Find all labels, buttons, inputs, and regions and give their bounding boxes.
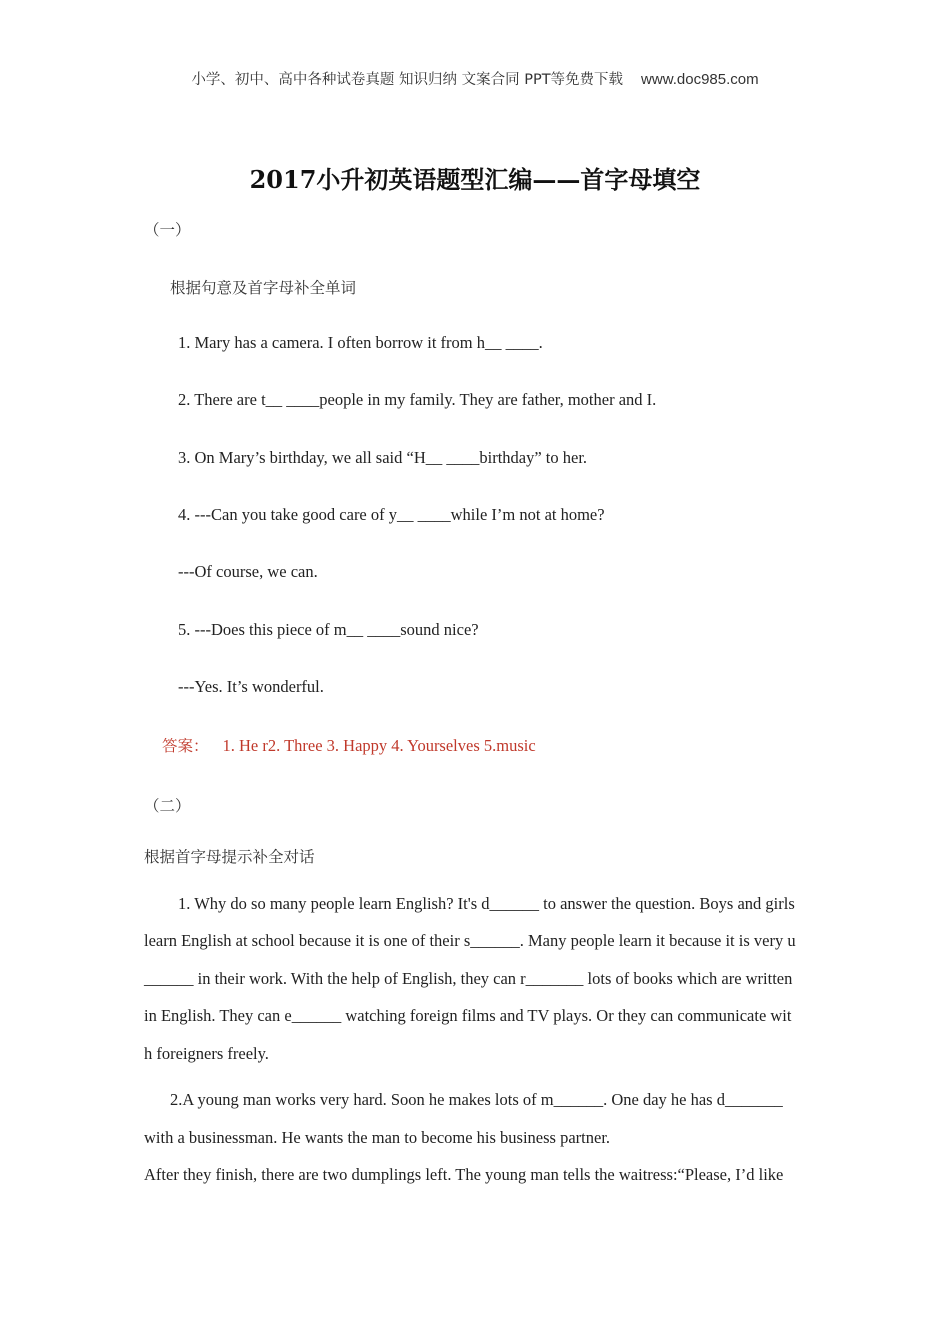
passage-1-line-1: 1. Why do so many people learn English? It's d______ to answer the question. Boys and girls xyxy=(178,894,795,913)
answer-line xyxy=(162,734,536,756)
header-text: 小学、初中、高中各种试卷真题 知识归纳 文案合同 PPT等免费下载 xyxy=(191,72,624,88)
section-1-heading: （一） xyxy=(144,221,191,239)
section-2-heading: （二） xyxy=(144,797,191,815)
passage-1-line-5: h foreigners freely. xyxy=(144,1044,269,1063)
passage-2-line-3: After they finish, there are two dumplings left. The young man tells the waitress:“Please, I’d like xyxy=(144,1165,784,1184)
section-2-instruction: 根据首字母提示补全对话 xyxy=(144,848,315,866)
question-5: 5. ---Does this piece of m__ ____sound nice? xyxy=(178,620,479,639)
answer-text: 1. He r2. Three 3. Happy 4. Yourselves 5.music xyxy=(222,736,536,755)
section-1-instruction: 根据句意及首字母补全单词 xyxy=(170,279,357,297)
question-4-reply: ---Of course, we can. xyxy=(178,562,318,581)
passage-1-line-4: in English. They can e______ watching foreign films and TV plays. Or they can communicate wit xyxy=(144,1006,792,1025)
passage-2-line-1: 2.A young man works very hard. Soon he makes lots of m______. One day he has d_______ xyxy=(170,1090,783,1109)
question-4: 4. ---Can you take good care of y__ ____while I’m not at home? xyxy=(178,505,605,524)
question-5-reply: ---Yes. It’s wonderful. xyxy=(178,677,324,696)
passage-1-line-3: ______ in their work. With the help of English, they can r_______ lots of books which are written xyxy=(144,969,793,988)
page-header xyxy=(0,68,950,89)
document-title: 2017小升初英语题型汇编——首字母填空 xyxy=(249,165,701,194)
question-1: 1. Mary has a camera. I often borrow it from h__ ____. xyxy=(178,333,543,352)
passage-2-line-2: with a businessman. He wants the man to become his business partner. xyxy=(144,1128,611,1147)
question-3: 3. On Mary’s birthday, we all said “H__ ____birthday” to her. xyxy=(178,448,588,467)
passage-1-line-2: learn English at school because it is one of their s______. Many people learn it because it is very u xyxy=(144,931,796,950)
question-2: 2. There are t__ ____people in my family. They are father, mother and I. xyxy=(178,390,657,409)
header-website-link[interactable]: www.doc985.com xyxy=(641,71,759,88)
answer-label: 答案： xyxy=(162,737,209,755)
